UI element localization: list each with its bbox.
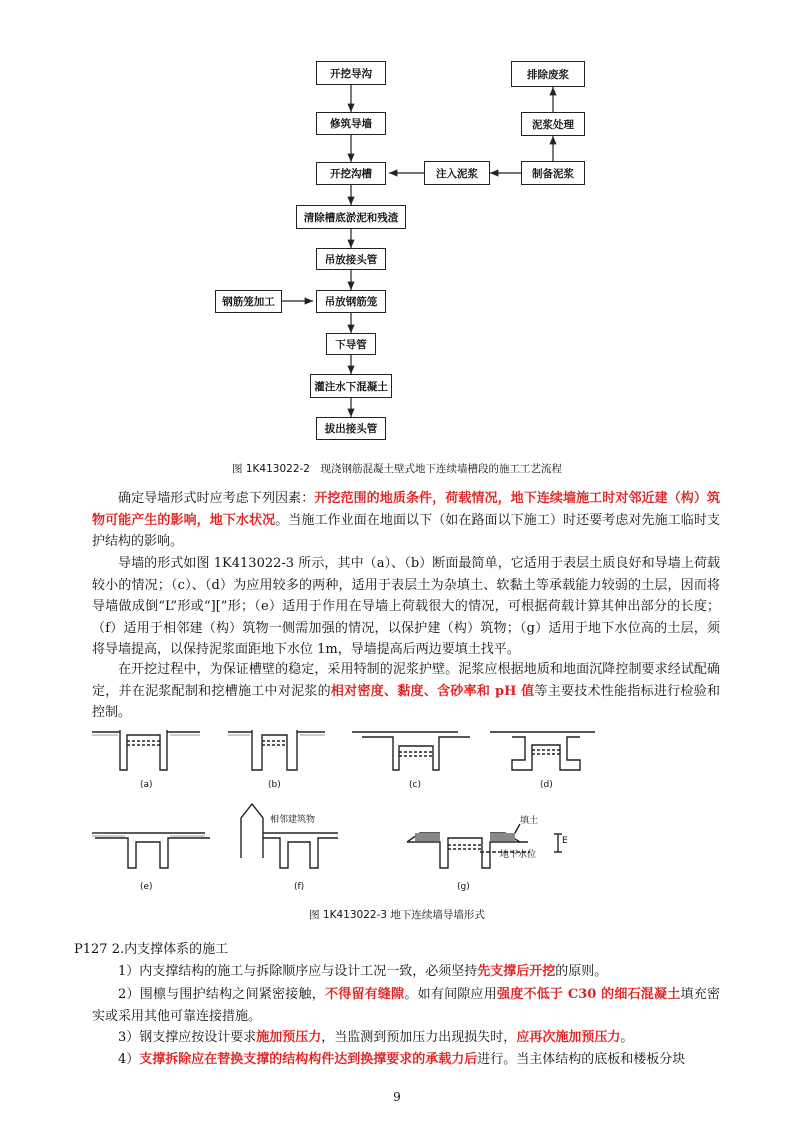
guide-wall-c xyxy=(352,732,470,770)
p1-highlight: 开挖范围的地质条件，荷载情况，地下连续墙施工时对邻近建（构）筑物可能产生的影响，地下水状况 xyxy=(92,491,720,528)
step-build-guide-wall: 修筑导墙 xyxy=(316,112,386,135)
p3-text-a: 在开挖过程中，为保证槽壁的稳定，采用特制的泥浆护壁。泥浆应根据地质和地面沉降控制要求经试配确定，并在泥浆配制和挖槽施工中对泥浆的 xyxy=(92,662,720,699)
item-3-a: 3）钢支撑应按设计要求 xyxy=(118,1030,257,1045)
neighbor-building-label: 相邻建筑物 xyxy=(270,815,316,825)
item-4-highlight: 支撑拆除应在替换支撑的结构构件达到换撑要求的承载力后 xyxy=(139,1052,478,1067)
p1-text-a: 确定导墙形式时应考虑下列因素： xyxy=(118,491,315,506)
guide-wall-g xyxy=(407,824,562,868)
step-extract-joint-pipe: 拔出接头管 xyxy=(316,417,386,440)
section-heading: P127 2.内支撑体系的施工 xyxy=(74,942,229,957)
paragraph-slurry xyxy=(92,659,720,724)
item-4-a: 4） xyxy=(118,1052,140,1067)
figure-label-a: (a) xyxy=(140,780,153,790)
step-lift-joint-pipe: 吊放接头管 xyxy=(316,248,386,270)
step-inject-slurry: 注入泥浆 xyxy=(424,161,490,185)
item-1-a: 1）内支撑结构的施工与拆除顺序应与设计工况一致，必须坚持 xyxy=(118,964,478,979)
guide-wall-e xyxy=(92,833,210,868)
step-rebar-fabrication: 钢筋笼加工 xyxy=(215,290,282,313)
item-3-highlight-2: 应再次施加预压力 xyxy=(516,1030,621,1045)
item-2-highlight-1: 不得留有缝隙 xyxy=(324,987,405,1002)
page-number: 9 xyxy=(393,1090,401,1104)
step-treat-slurry: 泥浆处理 xyxy=(521,112,585,136)
item-3-c: ，当监测到预加压力出现损失时， xyxy=(321,1030,517,1045)
item-1 xyxy=(92,961,720,983)
item-4 xyxy=(92,1049,720,1071)
item-2 xyxy=(92,984,720,1027)
guide-wall-d xyxy=(490,732,595,770)
flowchart-arrows xyxy=(0,0,794,460)
dimension-label: E xyxy=(562,836,568,846)
p3-highlight: 相对密度、黏度、含砂率和 pH 值 xyxy=(330,683,535,699)
figure-label-f: (f) xyxy=(294,882,305,892)
water-level-label: 地下水位 xyxy=(500,850,537,860)
step-prepare-slurry: 制备泥浆 xyxy=(521,161,585,185)
item-2-c: 。如有间隙应用 xyxy=(404,987,497,1002)
guide-wall-caption: 图 1K413022-3 地下连续墙导墙形式 xyxy=(309,909,485,921)
guide-wall-b xyxy=(228,730,325,770)
figure-label-c: (c) xyxy=(409,780,421,790)
item-1-c: 的原则。 xyxy=(555,964,608,979)
item-4-c: 进行。当主体结构的底板和楼板分块 xyxy=(477,1052,686,1067)
item-3 xyxy=(92,1027,720,1049)
paragraph-guide-wall-forms: 导墙的形式如图 1K413022-3 所示，其中（a）、（b）断面最简单，它适用于表层土质良好和导墙上荷载较小的情况；（c）、（d）为应用较多的两种，适用于表层土为杂填土、软黏土等承载能力较弱的土层，因而将导墙做成倒“L”形或“][”形；（e）适用于作用在导墙上荷载很大的情况，可根据荷载计算其伸出部分的长度；（f）适用于相邻建（构）筑物一侧需加强的情况，以保护建（构）筑物；（g）适用于地下水位高的土层，须将导墙提高，以保持泥浆面距地下水位 1m，导墙提高后两边要填土找平。 xyxy=(92,556,720,657)
item-2-e: 填充密实或采用其他可靠连接措施。 xyxy=(92,987,720,1024)
figure-label-e: (e) xyxy=(140,882,153,892)
p3-text-c: 等主要技术性能指标进行检验和控制。 xyxy=(92,683,720,720)
step-pour-concrete: 灌注水下混凝土 xyxy=(310,374,392,398)
item-3-e: 。 xyxy=(620,1030,634,1045)
figure-label-g: (g) xyxy=(457,882,470,892)
figure-label-b: (b) xyxy=(268,780,281,790)
step-lower-tremie: 下导管 xyxy=(326,333,376,355)
step-discharge-slurry: 排除废浆 xyxy=(511,61,585,87)
item-2-a: 2）围檩与围护结构之间紧密接触， xyxy=(118,987,325,1002)
step-lift-rebar-cage: 吊放钢筋笼 xyxy=(316,290,386,313)
step-dig-slot: 开挖沟槽 xyxy=(316,162,386,185)
p1-text-c: 。当施工作业面在地面以下（如在路面以下施工）时还要考虑对先施工临时支护结构的影响。 xyxy=(92,512,720,549)
flowchart-caption: 图 1K413022-2 现浇钢筋混凝土壁式地下连续墙槽段的施工工艺流程 xyxy=(232,463,562,475)
item-3-highlight-1: 施加预压力 xyxy=(256,1030,322,1045)
fill-soil-label: 填土 xyxy=(520,816,539,826)
step-clear-sediment: 清除槽底淤泥和残渣 xyxy=(296,205,406,229)
guide-wall-a xyxy=(92,730,200,770)
item-2-highlight-2: 强度不低于 C30 的细石混凝土 xyxy=(497,987,681,1002)
figure-label-d: (d) xyxy=(540,780,553,790)
paragraph-guide-wall-factors xyxy=(92,488,720,553)
item-1-highlight: 先支撑后开挖 xyxy=(477,964,556,979)
step-dig-guide-trench: 开挖导沟 xyxy=(316,61,386,85)
